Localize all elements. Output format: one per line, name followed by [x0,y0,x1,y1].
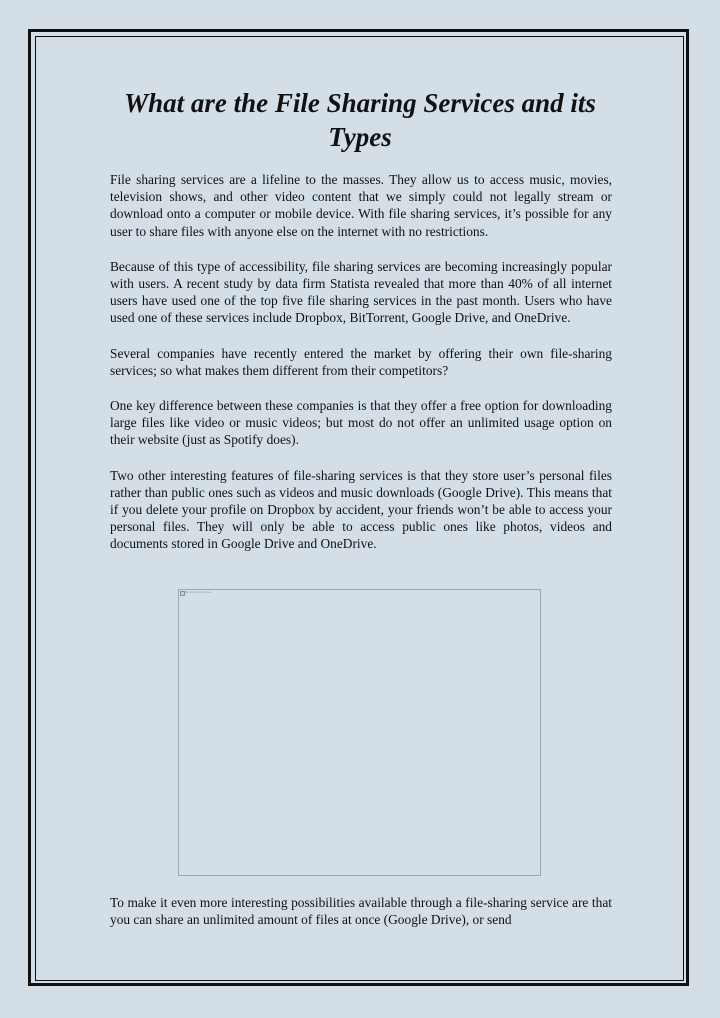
paragraph-intro: File sharing services are a lifeline to the masses. They allow us to access music, movies, television shows, and other video content that we simply could not legally stream or download onto a computer or mobile device. With file sharing services, it’s possible for any user to share files with anyone else on the internet with no restrictions. [110,172,612,239]
paragraph-popularity: Because of this type of accessibility, file sharing services are becoming increasingly popular with users. A recent study by data firm Statista revealed that more than 40% of all internet users have used one of the top five file sharing services in the past month. Users who have used one of these services include Dropbox, BitTorrent, Google Drive, and OneDrive. [110,258,612,326]
article-body-continued [110,894,612,946]
article-image-placeholder [178,589,541,876]
paragraph-closing: To make it even more interesting possibilities available through a file-sharing service are that you can share an unlimited amount of files at once (Google Drive), or send [110,895,612,928]
paragraph-new-companies: Several companies have recently entered the market by offering their own file-sharing services; so what makes them different from their competitors? [110,345,612,378]
image-alt-text: file sharing services [185,590,212,594]
article-body [110,171,612,571]
paragraph-features: Two other interesting features of file-sharing services is that they store user’s personal files rather than public ones such as videos and music downloads (Google Drive). This means that if you delete your profile on Dropbox by accident, your friends won’t be able to access your personal files. They will only be able to access public ones like photos, videos and documents stored in Google Drive and OneDrive. [110,467,612,552]
page-title: What are the File Sharing Services and its Types [124,88,596,152]
paragraph-key-difference: One key difference between these companies is that they offer a free option for downloading large files like video or music videos; but most do not offer an unlimited usage option on their website (just as Spotify does). [110,398,612,448]
